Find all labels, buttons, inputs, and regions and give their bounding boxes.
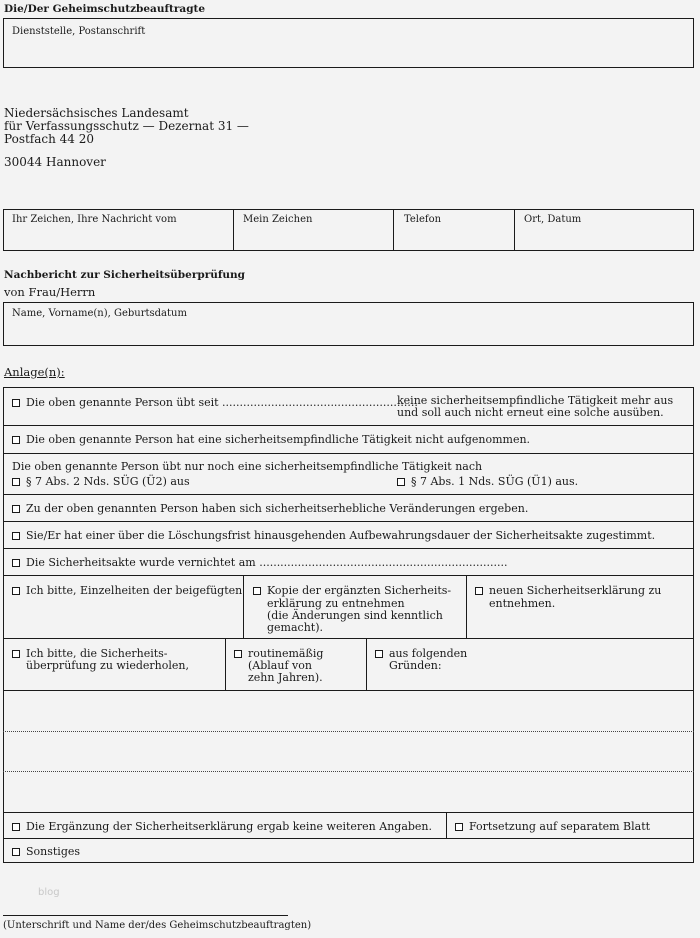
option-neue-erklaerung-line-2: entnehmen. (489, 597, 556, 610)
dienststelle-label: Dienststelle, Postanschrift (12, 26, 146, 37)
checkbox[interactable] (397, 478, 405, 486)
checkbox[interactable] (12, 823, 20, 831)
checkbox[interactable] (12, 650, 20, 658)
option-vernichtet[interactable]: Die Sicherheitsakte wurde vernichtet am ....................................................................... (12, 556, 507, 569)
option-einzelheiten[interactable]: Ich bitte, Einzelheiten der beigefügten (12, 584, 242, 597)
checkbox[interactable] (12, 478, 20, 486)
option-routinemaessig-line-3: zehn Jahren). (248, 671, 323, 684)
telefon-field[interactable]: Telefon (404, 214, 442, 225)
option-routinemaessig[interactable]: routinemäßig (234, 647, 323, 660)
recipient-line-2: für Verfassungsschutz — Dezernat 31 — (4, 119, 249, 133)
recipient-line-4: 30044 Hannover (4, 155, 106, 169)
ort-datum-field[interactable]: Ort, Datum (524, 214, 582, 225)
recipient-line-1: Niedersächsisches Landesamt (4, 106, 189, 120)
section-title: Nachbericht zur Sicherheitsüberprüfung (4, 269, 245, 281)
checkbox[interactable] (253, 587, 261, 595)
checkbox[interactable] (12, 848, 20, 856)
signature-label: (Unterschrift und Name der/des Geheimschutzbeauftragten) (3, 920, 312, 931)
option-nicht-aufgenommen[interactable]: Die oben genannte Person hat eine sicherheitsempfindliche Tätigkeit nicht aufgenommen. (12, 433, 530, 446)
anlagen-label: Anlage(n): (4, 365, 65, 379)
checkbox[interactable] (12, 399, 20, 407)
name-label: Name, Vorname(n), Geburtsdatum (12, 308, 187, 319)
option-gruende-line-2: Gründen: (389, 659, 442, 672)
option-kopie-line-2: erklärung zu entnehmen (267, 597, 405, 610)
option-seit-checkbox[interactable]: Die oben genannte Person übt seit ........................................................ (12, 396, 418, 409)
watermark: blog (38, 887, 60, 898)
checkbox[interactable] (12, 587, 20, 595)
mein-zeichen-field[interactable]: Mein Zeichen (243, 214, 313, 225)
option-nur-noch-intro: Die oben genannte Person übt nur noch eine sicherheitsempfindliche Tätigkeit nach (12, 460, 483, 473)
option-routinemaessig-line-2: (Ablauf von (248, 659, 312, 672)
checkbox[interactable] (12, 559, 20, 567)
checkbox[interactable] (455, 823, 463, 831)
option-seit-text-2: und soll auch nicht erneut eine solche ausüben. (397, 406, 664, 419)
option-aufbewahrung[interactable]: Sie/Er hat einer über die Löschungsfrist hinausgehenden Aufbewahrungsdauer der Sicherheitsakte zugestimmt. (12, 529, 655, 542)
checkbox[interactable] (475, 587, 483, 595)
recipient-line-3: Postfach 44 20 (4, 132, 95, 146)
option-gruende[interactable]: aus folgenden (375, 647, 467, 660)
checkbox[interactable] (12, 505, 20, 513)
option-kopie-line-3: (die Änderungen sind kenntlich (267, 609, 443, 622)
ihr-zeichen-field[interactable]: Ihr Zeichen, Ihre Nachricht vom (12, 214, 177, 225)
option-keine-angaben[interactable]: Die Ergänzung der Sicherheitserklärung ergab keine weiteren Angaben. (12, 820, 432, 833)
signature-line (3, 915, 288, 916)
option-kopie[interactable]: Kopie der ergänzten Sicherheits- (253, 584, 451, 597)
checkbox[interactable] (234, 650, 242, 658)
option-wiederholen[interactable]: Ich bitte, die Sicherheits- (12, 647, 168, 660)
option-veraenderungen[interactable]: Zu der oben genannten Person haben sich sicherheitserhebliche Veränderungen ergeben. (12, 502, 528, 515)
option-ue1[interactable]: § 7 Abs. 1 Nds. SÜG (Ü1) aus. (397, 475, 578, 488)
option-wiederholen-line-2: überprüfung zu wiederholen, (26, 659, 190, 672)
checkbox[interactable] (12, 436, 20, 444)
option-seit-text-1: keine sicherheitsempfindliche Tätigkeit mehr aus (397, 394, 674, 407)
option-sonstiges[interactable]: Sonstiges (12, 845, 80, 858)
checkbox[interactable] (375, 650, 383, 658)
option-kopie-line-4: gemacht). (267, 621, 323, 634)
option-ue2[interactable]: § 7 Abs. 2 Nds. SÜG (Ü2) aus (12, 475, 190, 488)
option-neue-erklaerung[interactable]: neuen Sicherheitserklärung zu (475, 584, 661, 597)
checkbox[interactable] (12, 532, 20, 540)
option-fortsetzung[interactable]: Fortsetzung auf separatem Blatt (455, 820, 650, 833)
gruende-textarea[interactable] (5, 692, 692, 810)
form-title: Die/Der Geheimschutzbeauftragte (4, 3, 206, 15)
von-label: von Frau/Herrn (4, 285, 96, 299)
